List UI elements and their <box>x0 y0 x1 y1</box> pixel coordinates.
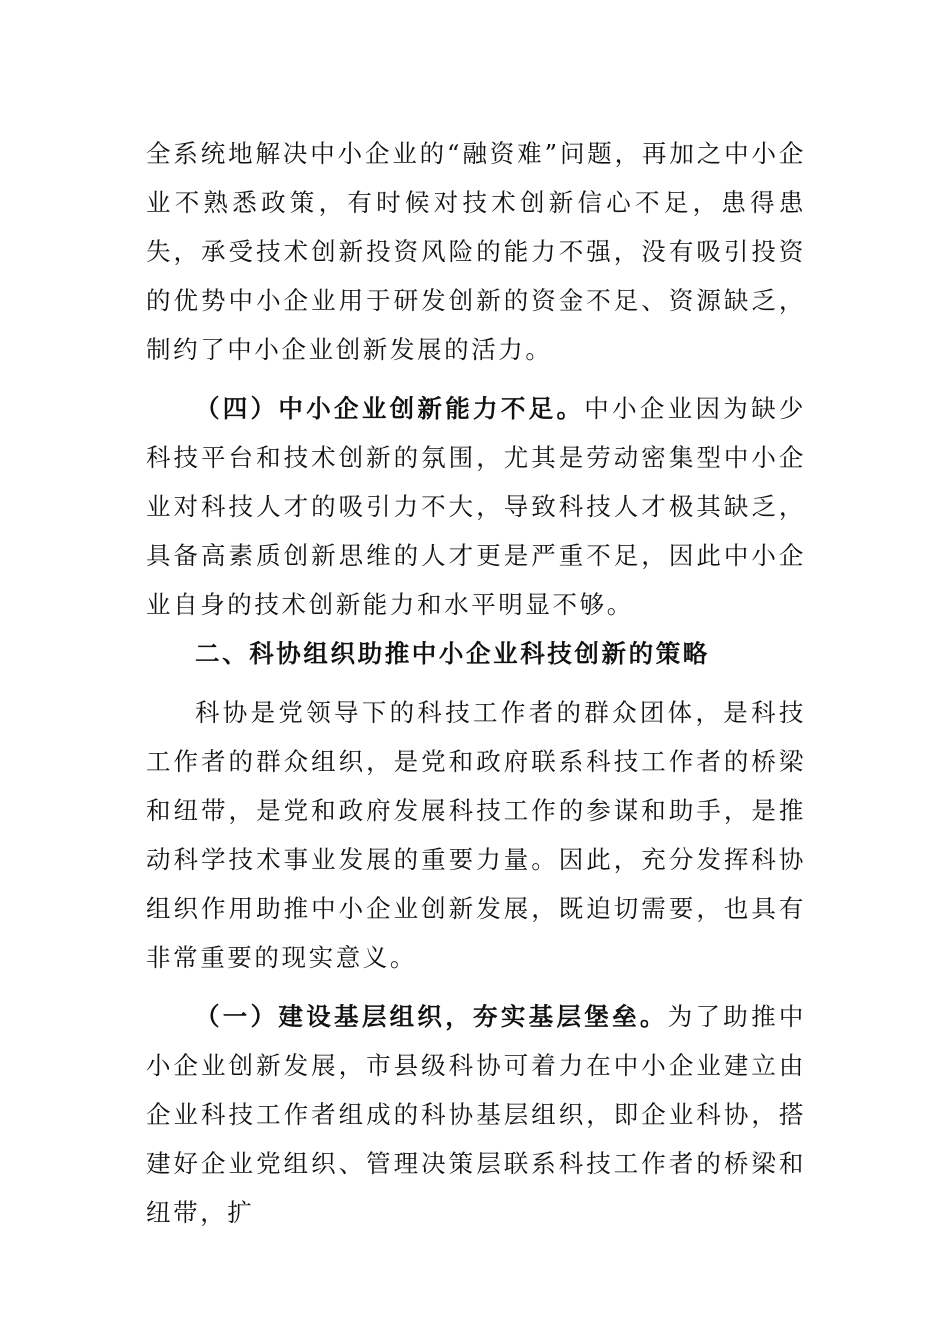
document-body <box>146 129 806 1237</box>
paragraph-innovation-capacity <box>146 384 806 629</box>
paragraph-body-one: 为了助推中小企业创新发展，市县级科协可着力在中小企业建立由企业科技工作者组成的科协基层组织，即企业科协，搭建好企业党组织、管理决策层联系科技工作者的桥梁和纽带，扩 <box>146 1002 807 1227</box>
paragraph-lead-one: （一）建设基层组织，夯实基层堡垒。 <box>195 1002 668 1031</box>
paragraph-body-four: 中小企业因为缺少科技平台和技术创新的氛围，尤其是劳动密集型中小企业对科技人才的吸引力不大，导致科技人才极其缺乏，具备高素质创新思维的人才更是严重不足，因此中小企业自身的技术创新能力和水平明显不够。 <box>146 394 806 619</box>
paragraph-grassroots-organization <box>146 992 806 1237</box>
paragraph-lead-four: （四）中小企业创新能力不足。 <box>195 394 585 423</box>
paragraph-financing-continued: 全系统地解决中小企业的“融资难”问题，再加之中小企业不熟悉政策，有时候对技术创新信心不足，患得患失，承受技术创新投资风险的能力不强，没有吸引投资的优势中小企业用于研发创新的资金不足、资源缺乏，制约了中小企业创新发展的活力。 <box>146 139 806 364</box>
section-heading-two: 二、科协组织助推中小企业科技创新的策略 <box>195 639 710 668</box>
paragraph-association-intro: 科协是党领导下的科技工作者的群众团体，是科技工作者的群众组织，是党和政府联系科技工作者的桥梁和纽带，是党和政府发展科技工作的参谋和助手，是推动科学技术事业发展的重要力量。因此，充分发挥科协组织作用助推中小企业创新发展，既迫切需要，也具有非常重要的现实意义。 <box>146 698 806 972</box>
